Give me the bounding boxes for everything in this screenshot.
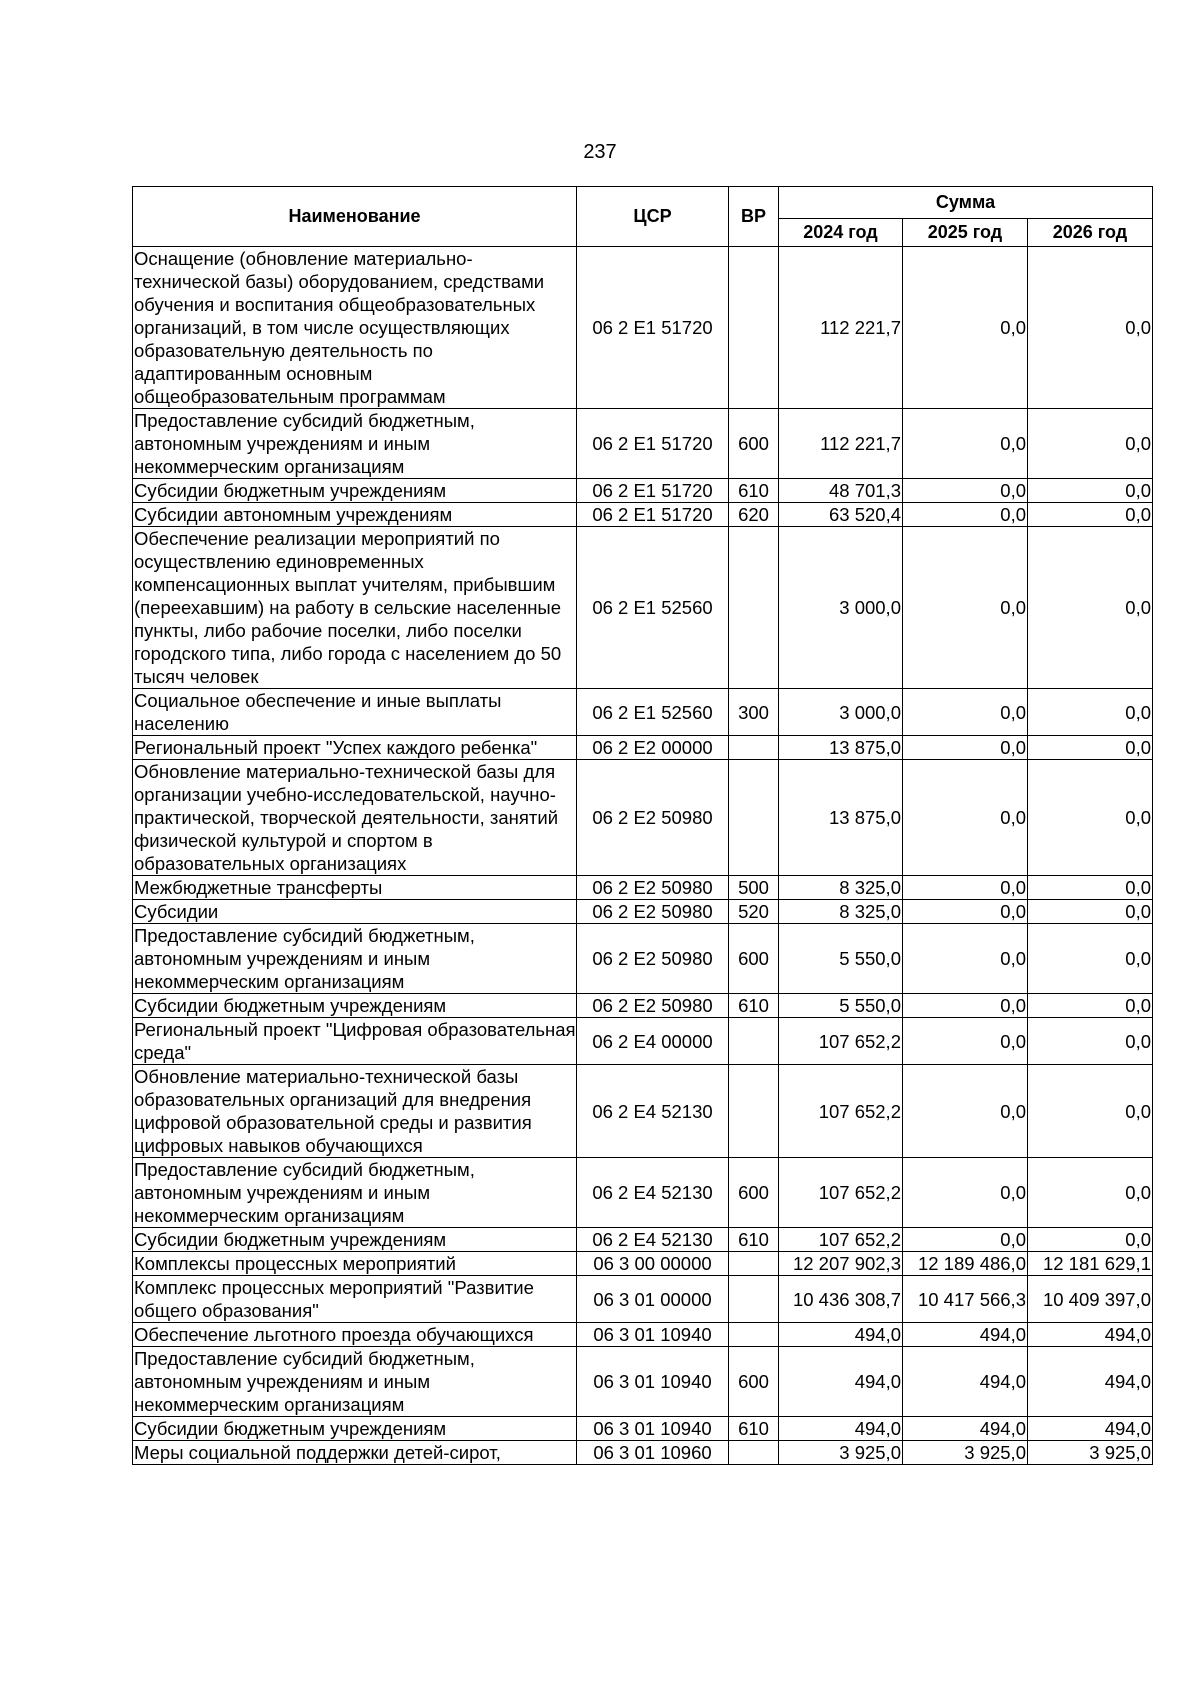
- row-name: Субсидии: [133, 900, 577, 924]
- row-sum-2026: 0,0: [1028, 479, 1153, 503]
- row-vr-code: 520: [729, 900, 779, 924]
- row-sum-2024: 494,0: [779, 1323, 903, 1347]
- table-row: [133, 1018, 1153, 1065]
- row-vr-code: 610: [729, 1228, 779, 1252]
- row-sum-2026: 0,0: [1028, 994, 1153, 1018]
- row-sum-2024: 107 652,2: [779, 1018, 903, 1065]
- row-csr-code: 06 2 E4 00000: [577, 1018, 729, 1065]
- table-row: [133, 1347, 1153, 1417]
- row-vr-code: [729, 527, 779, 689]
- row-csr-code: 06 2 E1 51720: [577, 503, 729, 527]
- row-sum-2026: 0,0: [1028, 1158, 1153, 1228]
- row-sum-2025: 0,0: [903, 1065, 1028, 1158]
- table-row: [133, 1065, 1153, 1158]
- row-name: Социальное обеспечение и иные выплаты населению: [133, 689, 577, 736]
- row-name: Обеспечение реализации мероприятий по осуществлению единовременных компенсационных выплат учителям, прибывшим (переехавшим) на работу в сельские населенные пункты, либо рабочие поселки, либо поселки городского типа, либо города с населением до 50 тысяч человек: [133, 527, 577, 689]
- row-csr-code: 06 2 E1 51720: [577, 409, 729, 479]
- row-sum-2025: 0,0: [903, 1158, 1028, 1228]
- row-name: Субсидии автономным учреждениям: [133, 503, 577, 527]
- row-vr-code: [729, 1441, 779, 1465]
- row-sum-2024: 8 325,0: [779, 876, 903, 900]
- header-csr: ЦСР: [577, 187, 729, 247]
- header-name: Наименование: [133, 187, 577, 247]
- row-csr-code: 06 3 01 00000: [577, 1276, 729, 1323]
- page-number: 237: [583, 141, 617, 163]
- row-name: Предоставление субсидий бюджетным, автономным учреждениям и иным некоммерческим организациям: [133, 1347, 577, 1417]
- row-sum-2026: 494,0: [1028, 1323, 1153, 1347]
- header-vr: ВР: [729, 187, 779, 247]
- row-csr-code: 06 2 E4 52130: [577, 1065, 729, 1158]
- row-sum-2025: 0,0: [903, 409, 1028, 479]
- header-year-2026: 2026 год: [1028, 219, 1153, 247]
- row-name: Предоставление субсидий бюджетным, автономным учреждениям и иным некоммерческим организациям: [133, 1158, 577, 1228]
- row-sum-2025: 0,0: [903, 1228, 1028, 1252]
- row-sum-2024: 494,0: [779, 1417, 903, 1441]
- row-csr-code: 06 2 E2 50980: [577, 876, 729, 900]
- row-sum-2026: 0,0: [1028, 1018, 1153, 1065]
- budget-table-body: [133, 247, 1153, 1465]
- row-name: Обеспечение льготного проезда обучающихся: [133, 1323, 577, 1347]
- row-sum-2025: 0,0: [903, 503, 1028, 527]
- table-row: [133, 1323, 1153, 1347]
- table-row: [133, 1228, 1153, 1252]
- row-vr-code: 500: [729, 876, 779, 900]
- row-sum-2024: 112 221,7: [779, 247, 903, 409]
- row-vr-code: 300: [729, 689, 779, 736]
- table-row: [133, 503, 1153, 527]
- row-sum-2025: 494,0: [903, 1347, 1028, 1417]
- row-sum-2024: 10 436 308,7: [779, 1276, 903, 1323]
- table-row: [133, 924, 1153, 994]
- row-sum-2026: 0,0: [1028, 503, 1153, 527]
- row-sum-2026: 0,0: [1028, 876, 1153, 900]
- row-sum-2026: 494,0: [1028, 1417, 1153, 1441]
- row-vr-code: 610: [729, 479, 779, 503]
- row-vr-code: [729, 1065, 779, 1158]
- row-name: Субсидии бюджетным учреждениям: [133, 994, 577, 1018]
- row-sum-2024: 107 652,2: [779, 1065, 903, 1158]
- table-row: [133, 247, 1153, 409]
- row-csr-code: 06 2 E4 52130: [577, 1228, 729, 1252]
- row-sum-2026: 0,0: [1028, 1065, 1153, 1158]
- row-sum-2024: 5 550,0: [779, 994, 903, 1018]
- row-sum-2026: 12 181 629,1: [1028, 1252, 1153, 1276]
- row-vr-code: [729, 1252, 779, 1276]
- header-year-2025: 2025 год: [903, 219, 1028, 247]
- row-name: Обновление материально-технической базы для организации учебно-исследовательской, научно-практической, творческой деятельности, занятий физической культурой и спортом в образовательных организациях: [133, 760, 577, 876]
- header-year-2024: 2024 год: [779, 219, 903, 247]
- row-sum-2025: 3 925,0: [903, 1441, 1028, 1465]
- row-sum-2024: 13 875,0: [779, 760, 903, 876]
- row-sum-2026: 0,0: [1028, 247, 1153, 409]
- row-vr-code: 620: [729, 503, 779, 527]
- row-sum-2026: 0,0: [1028, 1228, 1153, 1252]
- row-csr-code: 06 3 00 00000: [577, 1252, 729, 1276]
- row-sum-2024: 5 550,0: [779, 924, 903, 994]
- row-vr-code: [729, 1323, 779, 1347]
- row-name: Субсидии бюджетным учреждениям: [133, 1417, 577, 1441]
- row-csr-code: 06 3 01 10940: [577, 1347, 729, 1417]
- row-name: Региональный проект "Цифровая образовательная среда": [134, 1019, 576, 1063]
- row-csr-code: 06 2 E1 52560: [577, 527, 729, 689]
- row-sum-2026: 0,0: [1028, 689, 1153, 736]
- row-sum-2026: 0,0: [1028, 409, 1153, 479]
- budget-table: [132, 186, 1153, 1465]
- row-csr-code: 06 2 E4 52130: [577, 1158, 729, 1228]
- row-vr-code: 600: [729, 409, 779, 479]
- row-csr-code: 06 3 01 10960: [577, 1441, 729, 1465]
- row-sum-2025: 0,0: [903, 479, 1028, 503]
- row-csr-code: 06 2 E2 50980: [577, 900, 729, 924]
- row-sum-2025: 0,0: [903, 924, 1028, 994]
- row-sum-2026: 0,0: [1028, 900, 1153, 924]
- row-sum-2024: 13 875,0: [779, 736, 903, 760]
- header-sum: Сумма: [779, 187, 1153, 219]
- row-sum-2025: 0,0: [903, 527, 1028, 689]
- row-csr-code: 06 3 01 10940: [577, 1417, 729, 1441]
- row-csr-code: 06 2 E2 50980: [577, 924, 729, 994]
- row-sum-2026: 0,0: [1028, 527, 1153, 689]
- table-row: [133, 1441, 1153, 1465]
- row-csr-code: 06 2 E2 50980: [577, 760, 729, 876]
- row-csr-code: 06 2 E1 51720: [577, 247, 729, 409]
- row-sum-2025: 0,0: [903, 689, 1028, 736]
- row-sum-2024: 12 207 902,3: [779, 1252, 903, 1276]
- row-sum-2024: 8 325,0: [779, 900, 903, 924]
- row-sum-2026: 494,0: [1028, 1347, 1153, 1417]
- table-row: [133, 1252, 1153, 1276]
- table-row: [133, 900, 1153, 924]
- row-sum-2024: 63 520,4: [779, 503, 903, 527]
- table-row: [133, 736, 1153, 760]
- row-vr-code: [729, 247, 779, 409]
- row-csr-code: 06 2 E1 51720: [577, 479, 729, 503]
- row-vr-code: [729, 736, 779, 760]
- row-sum-2025: 10 417 566,3: [903, 1276, 1028, 1323]
- row-sum-2025: 0,0: [903, 876, 1028, 900]
- row-csr-code: 06 3 01 10940: [577, 1323, 729, 1347]
- row-sum-2026: 10 409 397,0: [1028, 1276, 1153, 1323]
- row-vr-code: 610: [729, 1417, 779, 1441]
- row-sum-2024: 48 701,3: [779, 479, 903, 503]
- row-vr-code: [729, 1276, 779, 1323]
- row-name: Комплекс процессных мероприятий "Развитие общего образования": [133, 1276, 577, 1323]
- row-sum-2026: 0,0: [1028, 760, 1153, 876]
- table-row: [133, 1158, 1153, 1228]
- table-row: [133, 1417, 1153, 1441]
- row-sum-2025: 0,0: [903, 994, 1028, 1018]
- row-sum-2025: 0,0: [903, 900, 1028, 924]
- row-sum-2026: 0,0: [1028, 924, 1153, 994]
- row-sum-2025: 0,0: [903, 1018, 1028, 1065]
- row-name: Субсидии бюджетным учреждениям: [133, 479, 577, 503]
- row-name: Меры социальной поддержки детей-сирот,: [133, 1441, 577, 1465]
- row-sum-2025: 494,0: [903, 1417, 1028, 1441]
- table-row: [133, 760, 1153, 876]
- row-name: Предоставление субсидий бюджетным, автономным учреждениям и иным некоммерческим организациям: [133, 409, 577, 479]
- row-vr-code: 600: [729, 1158, 779, 1228]
- row-name: Региональный проект "Успех каждого ребенка": [133, 736, 577, 760]
- table-row: [133, 1276, 1153, 1323]
- table-row: [133, 409, 1153, 479]
- row-sum-2025: 494,0: [903, 1323, 1028, 1347]
- row-sum-2025: 0,0: [903, 760, 1028, 876]
- row-sum-2026: 3 925,0: [1028, 1441, 1153, 1465]
- row-vr-code: [729, 1018, 779, 1065]
- row-csr-code: 06 2 E2 50980: [577, 994, 729, 1018]
- row-sum-2024: 3 000,0: [779, 689, 903, 736]
- row-sum-2024: 112 221,7: [779, 409, 903, 479]
- table-row: [133, 994, 1153, 1018]
- row-vr-code: 600: [729, 924, 779, 994]
- row-sum-2024: 107 652,2: [779, 1228, 903, 1252]
- table-row: [133, 689, 1153, 736]
- row-sum-2024: 107 652,2: [779, 1158, 903, 1228]
- table-row: [133, 479, 1153, 503]
- row-name: Комплексы процессных мероприятий: [133, 1252, 577, 1276]
- row-sum-2025: 0,0: [903, 736, 1028, 760]
- row-name: Межбюджетные трансферты: [133, 876, 577, 900]
- row-name: Предоставление субсидий бюджетным, автономным учреждениям и иным некоммерческим организациям: [133, 924, 577, 994]
- row-sum-2024: 3 000,0: [779, 527, 903, 689]
- row-name: Обновление материально-технической базы образовательных организаций для внедрения цифровой образовательной среды и развития цифровых навыков обучающихся: [133, 1065, 577, 1158]
- row-sum-2025: 12 189 486,0: [903, 1252, 1028, 1276]
- row-csr-code: 06 2 E2 00000: [577, 736, 729, 760]
- row-name: Субсидии бюджетным учреждениям: [133, 1228, 577, 1252]
- row-sum-2024: 494,0: [779, 1347, 903, 1417]
- row-name: Оснащение (обновление материально-технической базы) оборудованием, средствами обучения и воспитания общеобразовательных организаций, в том числе осуществляющих образовательную деятельность по адаптированным основным общеобразовательным программам: [133, 247, 577, 409]
- row-sum-2025: 0,0: [903, 247, 1028, 409]
- row-sum-2024: 3 925,0: [779, 1441, 903, 1465]
- row-sum-2026: 0,0: [1028, 736, 1153, 760]
- row-vr-code: 610: [729, 994, 779, 1018]
- row-vr-code: [729, 760, 779, 876]
- row-csr-code: 06 2 E1 52560: [577, 689, 729, 736]
- table-row: [133, 527, 1153, 689]
- row-vr-code: 600: [729, 1347, 779, 1417]
- table-row: [133, 876, 1153, 900]
